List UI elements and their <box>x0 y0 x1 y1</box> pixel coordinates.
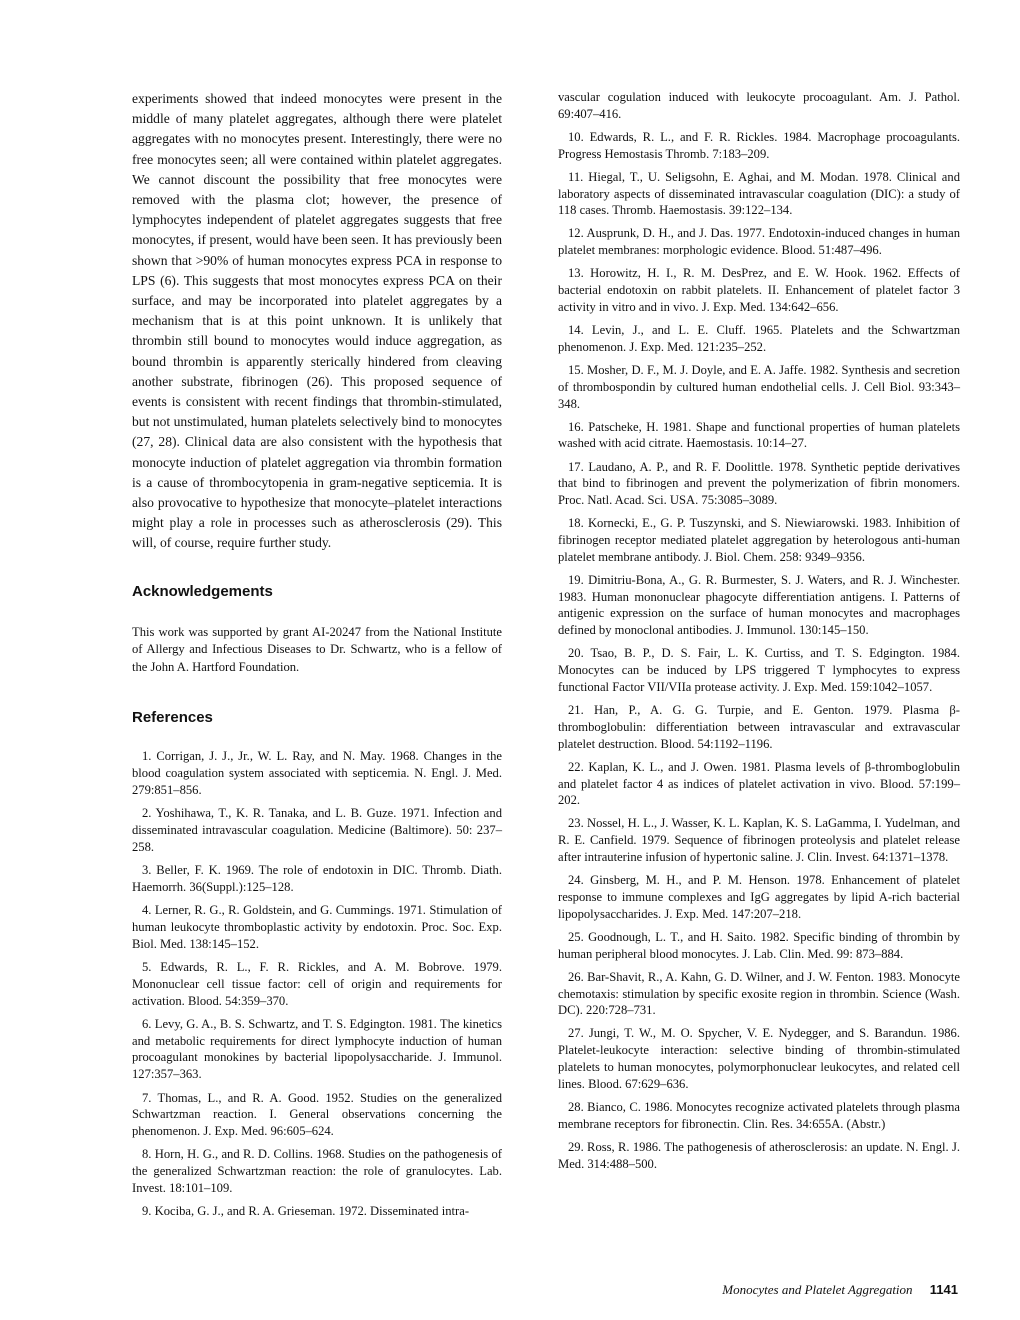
reference-item: 25. Goodnough, L. T., and H. Saito. 1982. Specific binding of thrombin by human peripheral blood monocytes. J. Lab. Clin. Med. 99: 873–884. <box>558 929 960 961</box>
reference-item: 9. Kociba, G. J., and R. A. Grieseman. 1972. Disseminated intra- <box>142 1204 470 1219</box>
reference-item: 5. Edwards, R. L., F. R. Rickles, and A. M. Bobrove. 1979. Mononuclear cell tissue factor: cell of origin and requirements for activation. Blood. 54:359–370. <box>132 959 502 1008</box>
acknowledgements-text: This work was supported by grant AI-20247 from the National Institute of Allergy and Infectious Diseases to Dr. Schwartz, who is a fellow of the John A. Hartford Foundation. <box>132 624 502 674</box>
reference-item: 16. Patscheke, H. 1981. Shape and functional properties of human platelets washed with acid citrate. Haemostasis. 10:14–27. <box>558 419 960 451</box>
reference-item: 6. Levy, G. A., B. S. Schwartz, and T. S. Edgington. 1981. The kinetics and metabolic requirements for direct lymphocyte induction of human procoagulant monokines by bacterial lipopolysaccharide. J. Immunol. 127:357–363. <box>132 1016 502 1082</box>
reference-list-left <box>132 748 502 1220</box>
reference-item: 18. Kornecki, E., G. P. Tuszynski, and S. Niewiarowski. 1983. Inhibition of fibrinogen receptor mediated platelet aggregation by heterologous anti-human platelet membrane antibody. J. Biol. Chem. 258: 9349–9356. <box>558 516 960 564</box>
reference-item: 4. Lerner, R. G., R. Goldstein, and G. Cummings. 1971. Stimulation of human leukocyte thromboplastic activity by endotoxin. Proc. Soc. Exp. Biol. Med. 138:145–152. <box>132 903 502 951</box>
reference-item: 10. Edwards, R. L., and F. R. Rickles. 1984. Macrophage procoagulants. Progress Hemostasis Thromb. 7:183–209. <box>558 129 960 161</box>
reference-item: 27. Jungi, T. W., M. O. Spycher, V. E. Nydegger, and S. Barandun. 1986. Platelet-leukocyte interaction: selective binding of thrombin-stimulated platelets to human monocytes, polymorphonuclear leukocytes, and related cell lines. Blood. 67:629–636. <box>558 1026 960 1091</box>
reference-item: 21. Han, P., A. G. G. Turpie, and E. Genton. 1979. Plasma β-thromboglobulin: differentiation between intravascular and extravascular platelet destruction. Blood. 54:1192–1196. <box>558 703 960 751</box>
reference-item-continued: vascular cogulation induced with leukocyte procoagulant. Am. J. Pathol. 69:407–416. <box>558 90 960 121</box>
reference-item: 20. Tsao, B. P., D. S. Fair, L. K. Curtiss, and T. S. Edgington. 1984. Monocytes can be induced by LPS triggered T lymphocytes to express functional Factor VII/VIIa protease activity. J. Exp. Med. 159:1042–1057. <box>558 646 960 694</box>
reference-item: 3. Beller, F. K. 1969. The role of endotoxin in DIC. Thromb. Diath. Haemorrh. 36(Suppl.):125–128. <box>132 862 502 894</box>
reference-item: 11. Hiegal, T., U. Seligsohn, E. Aghai, and M. Modan. 1978. Clinical and laboratory aspects of disseminated intravascular coagulation (DIC): a study of 118 cases. Thromb. Haemostasis. 39:122–134. <box>558 169 960 218</box>
reference-item: 28. Bianco, C. 1986. Monocytes recognize activated platelets through plasma membrane receptors for fibronectin. Clin. Res. 34:655A. (Abstr.) <box>558 1099 960 1131</box>
reference-item: 1. Corrigan, J. J., Jr., W. L. Ray, and N. May. 1968. Changes in the blood coagulation system associated with septicemia. N. Engl. J. Med. 279:851–856. <box>132 749 502 797</box>
reference-item: 26. Bar-Shavit, R., A. Kahn, G. D. Wilner, and J. W. Fenton. 1983. Monocyte chemotaxis: stimulation by specific exosite region in thrombin. Science (Wash. DC). 220:728–731. <box>558 969 960 1018</box>
reference-item: 2. Yoshihawa, T., K. R. Tanaka, and L. B. Guze. 1971. Infection and disseminated intravascular coagulation. Medicine (Baltimore). 50: 237–258. <box>132 806 502 854</box>
reference-item: 22. Kaplan, K. L., and J. Owen. 1981. Plasma levels of β-thromboglobulin and platelet factor 4 as indices of platelet activation in vivo. Blood. 57:199–202. <box>558 759 960 808</box>
discussion-paragraph: experiments showed that indeed monocytes were present in the middle of many platelet aggregates, although there were platelet aggregates with no monocytes present. Interestingly, there were no free monocytes seen; all were contained within platelet aggregates. We cannot discount the possibility that free monocytes were removed with the plasma clot; however, the presence of lymphocytes independent of platelet aggregates suggests that free monocytes, if present, would have been seen. It has previously been shown that >90% of human monocytes express PCA in response to LPS (6). This suggests that most monocytes express PCA on their surface, and may be incorporated into platelet aggregates by a mechanism that is at this point unknown. It is unlikely that thrombin still bound to monocytes would induce aggregation, as bound thrombin is apparently sterically hindered from cleaving another substrate, fibrinogen (26). This proposed sequence of events is consistent with recent findings that thrombin-stimulated, but not unstimulated, human platelets selectively bind to monocytes (27, 28). Clinical data are also consistent with the hypothesis that monocyte induction of platelet aggregation via thrombin formation is a cause of thrombocytopenia in gram-negative septicemia. It is also provocative to hypothesize that monocyte–platelet interactions might play a role in processes such as atherosclerosis (29). This will, of course, require further study. <box>132 91 502 551</box>
page-footer <box>722 1282 958 1298</box>
acknowledgements-heading: Acknowledgements <box>132 582 273 600</box>
left-column <box>132 89 502 1227</box>
reference-item: 13. Horowitz, H. I., R. M. DesPrez, and E. W. Hook. 1962. Effects of bacterial endotoxin on rabbit platelets. II. Enhancement of platelet factor 3 activity in vitro and in vivo. J. Exp. Med. 134:642–656. <box>558 266 960 314</box>
reference-item: 17. Laudano, A. P., and R. F. Doolittle. 1978. Synthetic peptide derivatives that bind to fibrinogen and prevent the polymerization of fibrin monomers. Proc. Natl. Acad. Sci. USA. 75:3085–3089. <box>558 459 960 508</box>
page-number: 1141 <box>929 1282 958 1297</box>
right-column <box>558 89 960 1179</box>
reference-item: 19. Dimitriu-Bona, A., G. R. Burmester, S. J. Waters, and R. J. Winchester. 1983. Human mononuclear phagocyte differentiation antigens. I. Patterns of antigenic expression on the surface of human monocytes and macrophages defined by monoclonal antibodies. J. Immunol. 130:145–150. <box>558 572 960 638</box>
reference-item: 8. Horn, H. G., and R. D. Collins. 1968. Studies on the pathogenesis of the generalized Schwartzman reaction: the role of granulocytes. Lab. Invest. 18:101–109. <box>132 1147 502 1195</box>
reference-item: 7. Thomas, L., and R. A. Good. 1952. Studies on the generalized Schwartzman reaction. I. General observations concerning the phenomenon. J. Exp. Med. 96:605–624. <box>132 1090 502 1139</box>
references-heading: References <box>132 709 213 727</box>
reference-item: 23. Nossel, H. L., J. Wasser, K. L. Kaplan, K. S. LaGamma, I. Yudelman, and R. E. Canfield. 1979. Sequence of fibrinogen proteolysis and platelet release after intrauterine infusion of hypertonic saline. J. Clin. Invest. 64:1371–1378. <box>558 816 960 865</box>
reference-item: 24. Ginsberg, M. H., and P. M. Henson. 1978. Enhancement of platelet response to immune complexes and IgG aggregates by lipid A-rich bacterial lipopolysaccharides. J. Exp. Med. 147:207–218. <box>558 873 960 921</box>
reference-item: 15. Mosher, D. F., M. J. Doyle, and E. A. Jaffe. 1982. Synthesis and secretion of thrombospondin by cultured human endothelial cells. J. Cell Biol. 93:343–348. <box>558 362 960 411</box>
running-title: Monocytes and Platelet Aggregation <box>722 1282 913 1297</box>
reference-item: 12. Ausprunk, D. H., and J. Das. 1977. Endotoxin-induced changes in human platelet membranes: morphologic evidence. Blood. 51:487–496. <box>558 226 960 258</box>
reference-item: 14. Levin, J., and L. E. Cluff. 1965. Platelets and the Schwartzman phenomenon. J. Exp. Med. 121:235–252. <box>558 323 960 354</box>
reference-item: 29. Ross, R. 1986. The pathogenesis of atherosclerosis: an update. N. Engl. J. Med. 314:488–500. <box>558 1139 960 1171</box>
